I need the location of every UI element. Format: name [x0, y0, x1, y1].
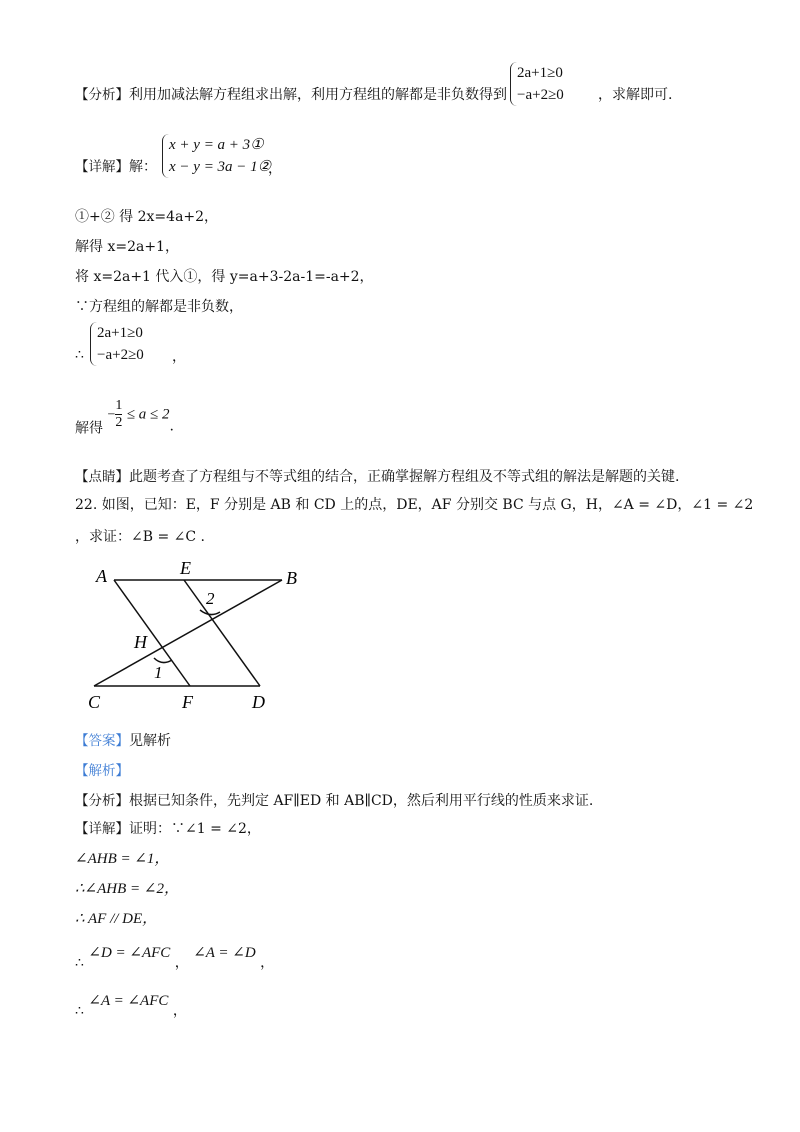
answer-detail-line — [75, 820, 261, 838]
angle-2-arc — [200, 610, 220, 615]
step-6-fraction — [115, 398, 122, 431]
step-3: 将 x=2a+1 代入①，得 y=a+3-2a-1=-a+2， — [75, 269, 374, 285]
detail-line — [75, 158, 157, 176]
step-5-system — [90, 322, 144, 366]
problem-22-line-1: 22. 如图，已知：E，F 分别是 AB 和 CD 上的点，DE，AF 分别交 BC 与点 G，H，∠A = ∠D，∠1 = ∠2 — [75, 497, 754, 513]
label-h: H — [134, 632, 147, 652]
label-c: C — [88, 692, 101, 712]
label-d: D — [252, 692, 265, 712]
answer-detail-text: 证明：∵∠1 = ∠2， — [129, 821, 261, 837]
label-a: A — [96, 566, 107, 586]
proof-4-a: ∠D = ∠AFC — [88, 945, 171, 961]
segment-ed — [184, 580, 260, 686]
label-angle-2: 2 — [206, 589, 215, 608]
step-6-num: 1 — [115, 398, 123, 413]
analysis-sys-row-1: 2a+1≥0 — [517, 65, 563, 81]
proof-4-b: ∠A = ∠D — [193, 945, 256, 961]
label-b: B — [286, 568, 297, 588]
analysis-line — [75, 86, 507, 104]
answer-tag: 【答案】 — [75, 733, 129, 749]
label-angle-1: 1 — [154, 663, 163, 682]
proof-5-a: ∠A = ∠AFC — [88, 993, 169, 1009]
step-6-prefix: 解得 — [75, 420, 103, 437]
answer-line — [75, 732, 171, 750]
solution-tag: 【解析】 — [75, 763, 129, 779]
analysis-system — [510, 62, 564, 106]
comment-text: 此题考查了方程组与不等式组的结合，正确掌握解方程组及不等式组的解法是解题的关键. — [129, 469, 680, 485]
analysis-text: 利用加减法解方程组求出解，利用方程组的解都是非负数得到 — [129, 87, 507, 103]
step-5-prefix: ∴ — [75, 347, 84, 363]
detail-system — [162, 134, 271, 178]
step-2: 解得 x=2a+1， — [75, 239, 179, 255]
detail-tail: ， — [268, 161, 282, 177]
detail-text: 解： — [129, 159, 157, 175]
detail-tag: 【详解】 — [75, 159, 129, 175]
proof-line-1: ∠AHB = ∠1， — [75, 851, 170, 867]
segment-af — [114, 580, 190, 686]
detail-sys-row-1: x + y = a + 3① — [169, 137, 264, 153]
step-6-rest: ≤ a ≤ 2 — [126, 406, 170, 423]
step-5-sys-row-2: −a+2≥0 — [97, 347, 144, 363]
proof-5-prefix: ∴ — [75, 1003, 84, 1019]
label-e: E — [180, 560, 191, 578]
proof-4-sep: ， — [174, 955, 189, 971]
step-6-tail: . — [169, 418, 174, 435]
step-6-minus: − — [107, 407, 116, 423]
answer-text: 见解析 — [129, 733, 171, 749]
step-6 — [75, 398, 174, 438]
step-5-tail: ， — [172, 349, 186, 365]
geometry-figure — [82, 560, 322, 720]
proof-line-5 — [75, 992, 187, 1020]
angle-1-arc — [154, 658, 172, 663]
answer-analysis-text: 根据已知条件，先判定 AF∥ED 和 AB∥CD，然后利用平行线的性质来求证. — [129, 793, 594, 809]
proof-line-3: ∴ AF // DE， — [75, 911, 158, 927]
answer-analysis-line — [75, 792, 593, 810]
segment-bc — [94, 580, 282, 686]
comment-tag: 【点睛】 — [75, 469, 129, 485]
analysis-tag: 【分析】 — [75, 87, 129, 103]
step-4: ∵方程组的解都是非负数， — [75, 299, 243, 315]
analysis-tail: ，求解即可. — [598, 87, 673, 103]
label-f: F — [182, 692, 193, 712]
step-6-den: 2 — [115, 415, 123, 430]
step-1: ①+② 得 2x=4a+2， — [75, 209, 219, 225]
proof-5-tail: ， — [172, 1003, 187, 1019]
step-5-sys-row-1: 2a+1≥0 — [97, 325, 143, 341]
proof-4-tail: ， — [260, 955, 275, 971]
comment-line — [75, 468, 679, 486]
proof-4-prefix: ∴ — [75, 955, 84, 971]
answer-analysis-tag: 【分析】 — [75, 793, 129, 809]
detail-sys-row-2: x − y = 3a − 1② — [169, 159, 272, 175]
answer-detail-tag: 【详解】 — [75, 821, 129, 837]
proof-line-2: ∴∠AHB = ∠2， — [75, 881, 179, 897]
problem-22-line-2: ，求证：∠B = ∠C . — [75, 529, 205, 545]
proof-line-4 — [75, 944, 274, 972]
analysis-sys-row-2: −a+2≥0 — [517, 87, 564, 103]
